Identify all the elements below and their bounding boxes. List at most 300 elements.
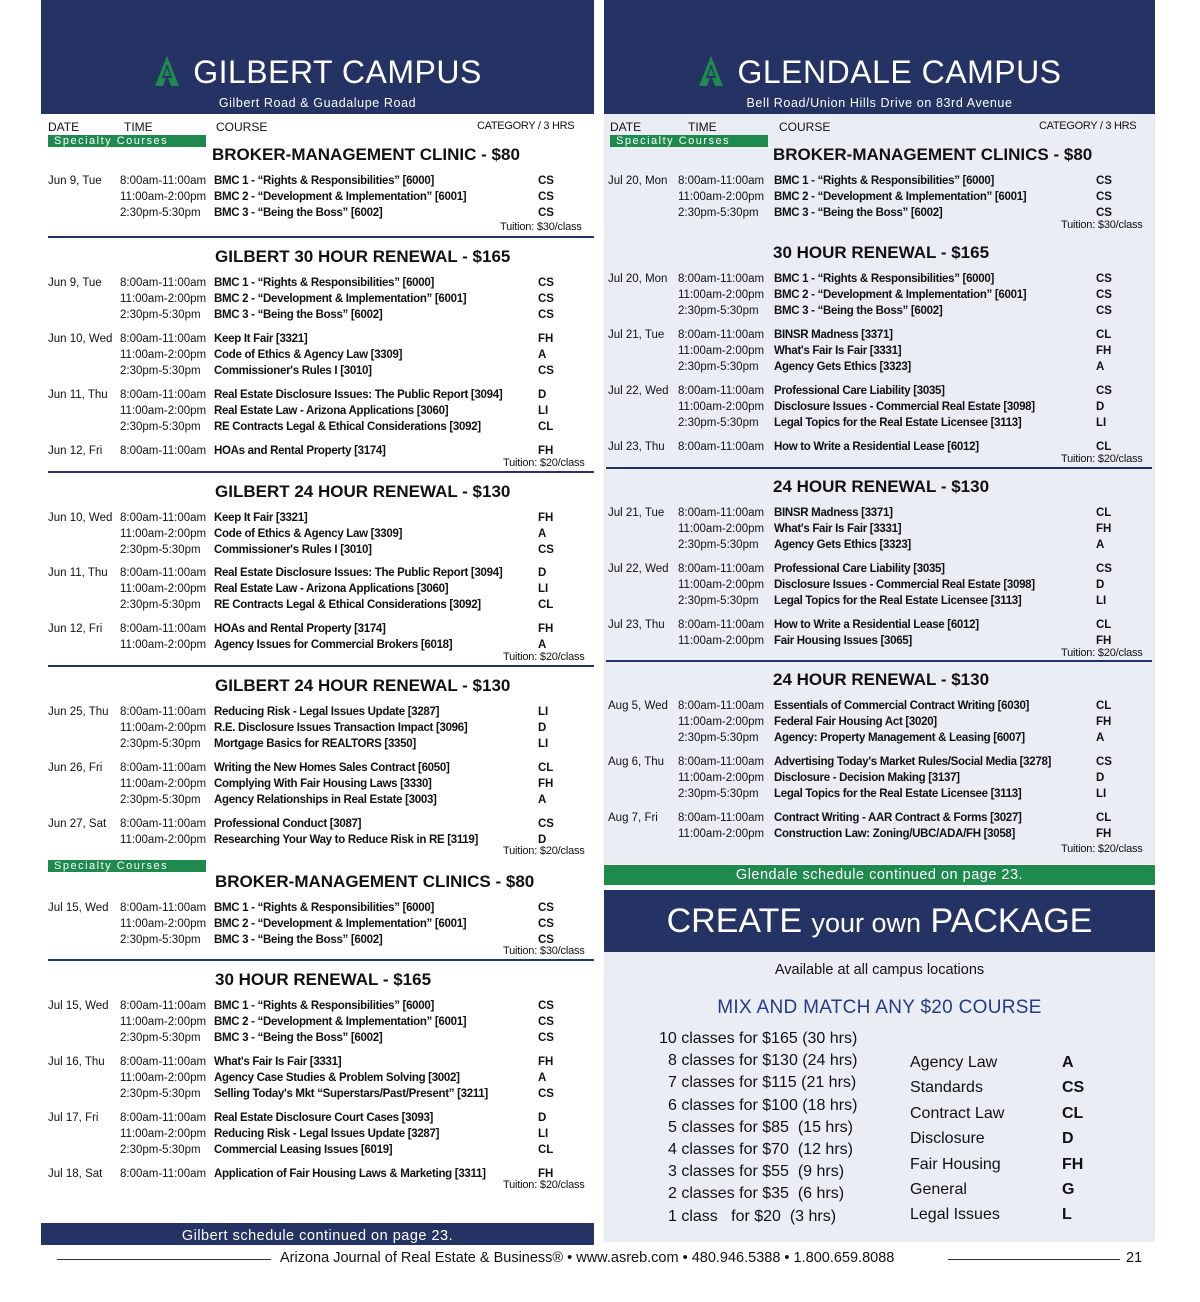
package-price-item: 7 classes for $115 (21 hrs): [668, 1074, 857, 1092]
legend-code: G: [1062, 1181, 1075, 1198]
schedule-row: [48, 721, 594, 736]
legend-label: Fair Housing: [910, 1155, 1001, 1173]
row-category: A: [538, 794, 547, 806]
row-course: Agency Relationships in Real Estate [3003]: [214, 794, 437, 806]
schedule-row: [608, 288, 1154, 303]
row-time: 2:30pm-5:30pm: [120, 738, 201, 750]
schedule-row: [48, 793, 594, 808]
row-course: What's Fair Is Fair [3331]: [774, 523, 902, 535]
section-divider: [606, 467, 1152, 469]
tuition-note: Tuition: $20/class: [503, 651, 585, 663]
row-time: 2:30pm-5:30pm: [120, 207, 201, 219]
row-category: LI: [538, 1128, 549, 1140]
row-category: LI: [538, 583, 549, 595]
section-title: GILBERT 24 HOUR RENEWAL - $130: [215, 676, 511, 695]
row-category: CL: [1096, 619, 1112, 631]
row-time: 2:30pm-5:30pm: [678, 361, 759, 373]
row-course: BMC 2 - “Development & Implementation” [6001]: [774, 289, 1027, 301]
specialty-courses-badge: Specialty Courses: [610, 135, 768, 147]
row-course: R.E. Disclosure Issues Transaction Impact [3096]: [214, 722, 468, 734]
row-category: CL: [538, 1144, 554, 1156]
schedule-row: [608, 538, 1154, 553]
schedule-row: [608, 699, 1154, 714]
row-time: 8:00am-11:00am: [678, 273, 765, 285]
row-time: 8:00am-11:00am: [120, 389, 207, 401]
row-course: HOAs and Rental Property [3174]: [214, 445, 386, 457]
row-time: 11:00am-2:00pm: [120, 191, 207, 203]
row-course: Keep It Fair [3321]: [214, 333, 308, 345]
row-time: 8:00am-11:00am: [120, 445, 207, 457]
schedule-row: [608, 715, 1154, 730]
row-category: LI: [538, 738, 549, 750]
row-course: What's Fair Is Fair [3331]: [774, 345, 902, 357]
schedule-row: [608, 344, 1154, 359]
schedule-row: [608, 360, 1154, 375]
schedule-row: [48, 1015, 594, 1030]
row-date: Jun 10, Wed: [48, 333, 113, 345]
schedule-row: [48, 190, 594, 205]
schedule-row: [48, 388, 594, 403]
tuition-note: Tuition: $20/class: [1061, 647, 1143, 659]
row-course: Construction Law: Zoning/UBC/ADA/FH [3058]: [774, 828, 1016, 840]
tuition-note: Tuition: $20/class: [503, 1179, 585, 1191]
row-course: Disclosure Issues - Commercial Real Estate [3098]: [774, 401, 1035, 413]
row-time: 2:30pm-5:30pm: [678, 595, 759, 607]
row-category: CS: [538, 277, 554, 289]
row-time: 8:00am-11:00am: [120, 706, 207, 718]
schedule-row: [48, 1143, 594, 1158]
footer-rule: [57, 1259, 271, 1260]
section-title: 24 HOUR RENEWAL - $130: [773, 477, 990, 496]
row-date: Jul 20, Mon: [608, 273, 668, 285]
package-title: CREATE your own PACKAGE: [666, 902, 1093, 940]
row-course: Legal Topics for the Real Estate Licensee [3113]: [774, 595, 1022, 607]
row-category: FH: [538, 1056, 554, 1068]
schedule-row: [48, 1031, 594, 1046]
row-time: 2:30pm-5:30pm: [120, 421, 201, 433]
row-category: CS: [538, 1032, 554, 1044]
schedule-row: [48, 1071, 594, 1086]
row-course: BMC 2 - “Development & Implementation” [6001]: [214, 293, 467, 305]
page-footer: [0, 1250, 1200, 1270]
schedule-row: [48, 999, 594, 1014]
row-category: CL: [1096, 329, 1112, 341]
row-time: 8:00am-11:00am: [120, 512, 207, 524]
legend-item: [910, 1079, 1085, 1097]
row-category: CS: [538, 902, 554, 914]
row-time: 11:00am-2:00pm: [678, 289, 765, 301]
row-category: FH: [538, 623, 554, 635]
row-date: Jul 15, Wed: [48, 902, 109, 914]
row-time: 11:00am-2:00pm: [120, 349, 207, 361]
row-time: 11:00am-2:00pm: [678, 579, 765, 591]
section-title: 30 HOUR RENEWAL - $165: [773, 243, 990, 262]
section-title: GILBERT 24 HOUR RENEWAL - $130: [215, 482, 511, 501]
schedule-row: [48, 917, 594, 932]
row-date: Aug 7, Fri: [608, 812, 658, 824]
row-course: Researching Your Way to Reduce Risk in RE [3119]: [214, 834, 479, 846]
row-category: FH: [538, 778, 554, 790]
row-category: CS: [1096, 305, 1112, 317]
row-time: 8:00am-11:00am: [120, 762, 207, 774]
row-date: Jun 11, Thu: [48, 567, 108, 579]
row-course: Disclosure - Decision Making [3137]: [774, 772, 960, 784]
row-course: Professional Conduct [3087]: [214, 818, 362, 830]
schedule-row: [48, 777, 594, 792]
schedule-row: [608, 206, 1154, 221]
row-course: Advertising Today's Market Rules/Social Media [3278]: [774, 756, 1052, 768]
row-course: BMC 1 - “Rights & Responsibilities” [6000]: [214, 1000, 434, 1012]
section-title: GILBERT 30 HOUR RENEWAL - $165: [215, 247, 511, 266]
package-price-item: 8 classes for $130 (24 hrs): [668, 1052, 858, 1070]
tuition-note: Tuition: $20/class: [1061, 453, 1143, 465]
row-category: CS: [1096, 273, 1112, 285]
schedule-row: [608, 755, 1154, 770]
row-date: Jul 22, Wed: [608, 385, 669, 397]
legend-label: Disclosure: [910, 1130, 985, 1148]
package-price-item: 6 classes for $100 (18 hrs): [668, 1096, 858, 1114]
row-time: 8:00am-11:00am: [120, 333, 207, 345]
row-course: BMC 3 - “Being the Boss” [6002]: [214, 934, 383, 946]
glendale-header: [604, 0, 1155, 114]
row-category: FH: [1096, 716, 1112, 728]
legend-label: Standards: [910, 1079, 983, 1097]
row-category: CS: [538, 365, 554, 377]
row-course: Code of Ethics & Agency Law [3309]: [214, 528, 403, 540]
row-course: Disclosure Issues - Commercial Real Estate [3098]: [774, 579, 1035, 591]
row-time: 11:00am-2:00pm: [120, 918, 207, 930]
schedule-row: [48, 1127, 594, 1142]
row-course: RE Contracts Legal & Ethical Considerations [3092]: [214, 421, 481, 433]
row-category: CS: [1096, 289, 1112, 301]
campus-logo-icon: [697, 56, 725, 86]
row-category: CS: [538, 293, 554, 305]
row-course: How to Write a Residential Lease [6012]: [774, 619, 979, 631]
row-time: 11:00am-2:00pm: [120, 834, 207, 846]
specialty-courses-badge: Specialty Courses: [48, 860, 206, 872]
row-time: 8:00am-11:00am: [678, 619, 765, 631]
row-category: D: [538, 567, 547, 579]
row-course: Commissioner's Rules I [3010]: [214, 544, 372, 556]
legend-item: [910, 1130, 1074, 1148]
row-date: Jun 26, Fri: [48, 762, 103, 774]
row-category: FH: [538, 445, 554, 457]
legend-item: [910, 1104, 1084, 1123]
package-availability: Available at all campus locations: [774, 962, 985, 978]
schedule-row: [608, 522, 1154, 537]
tuition-note: Tuition: $30/class: [503, 945, 585, 957]
row-time: 11:00am-2:00pm: [120, 583, 207, 595]
schedule-row: [608, 787, 1154, 802]
row-category: FH: [538, 512, 554, 524]
schedule-row: [608, 272, 1154, 287]
schedule-row: [608, 440, 1154, 455]
row-date: Jun 27, Sat: [48, 818, 107, 830]
schedule-row: [608, 416, 1154, 431]
schedule-row: [608, 384, 1154, 399]
row-category: FH: [1096, 635, 1112, 647]
row-course: Complying With Fair Housing Laws [3330]: [214, 778, 432, 790]
row-time: 8:00am-11:00am: [120, 567, 207, 579]
campus-logo-icon: [153, 56, 181, 86]
schedule-row: [48, 901, 594, 916]
schedule-row: [48, 511, 594, 526]
schedule-row: [48, 566, 594, 581]
gilbert-continued-banner: Gilbert schedule continued on page 23.: [41, 1223, 594, 1245]
row-time: 11:00am-2:00pm: [120, 722, 207, 734]
glendale-column-headers: [610, 120, 1154, 134]
row-time: 11:00am-2:00pm: [678, 635, 765, 647]
row-category: D: [1096, 401, 1105, 413]
row-course: Reducing Risk - Legal Issues Update [3287]: [214, 1128, 440, 1140]
row-time: 8:00am-11:00am: [120, 1056, 207, 1068]
row-course: Federal Fair Housing Act [3020]: [774, 716, 937, 728]
row-course: Code of Ethics & Agency Law [3309]: [214, 349, 403, 361]
legend-code: CL: [1062, 1104, 1084, 1122]
row-course: How to Write a Residential Lease [6012]: [774, 441, 979, 453]
footer-rule: [948, 1259, 1120, 1260]
row-time: 8:00am-11:00am: [678, 812, 765, 824]
row-category: A: [1096, 539, 1105, 551]
row-course: Real Estate Disclosure Issues: The Public Report [3094]: [214, 567, 503, 579]
row-category: FH: [1096, 828, 1112, 840]
row-category: LI: [1096, 417, 1107, 429]
row-category: CL: [1096, 507, 1112, 519]
section-divider: [48, 665, 594, 667]
row-category: CS: [1096, 385, 1112, 397]
schedule-row: [48, 737, 594, 752]
row-course: Agency Issues for Commercial Brokers [6018]: [214, 639, 453, 651]
schedule-row: [48, 705, 594, 720]
col-time: TIME: [124, 120, 153, 134]
schedule-row: [608, 731, 1154, 746]
schedule-row: [48, 1111, 594, 1126]
row-category: A: [538, 349, 547, 361]
row-course: BMC 1 - “Rights & Responsibilities” [6000]: [214, 175, 434, 187]
section-title: 30 HOUR RENEWAL - $165: [215, 970, 432, 989]
section-divider: [48, 959, 594, 961]
row-category: FH: [1096, 523, 1112, 535]
row-category: D: [538, 1112, 547, 1124]
row-time: 11:00am-2:00pm: [678, 345, 765, 357]
row-category: FH: [538, 333, 554, 345]
row-course: Real Estate Law - Arizona Applications [3060]: [214, 583, 449, 595]
schedule-row: [608, 578, 1154, 593]
package-price-item: 4 classes for $70 (12 hrs): [668, 1141, 853, 1158]
row-time: 8:00am-11:00am: [120, 1112, 207, 1124]
row-category: CS: [538, 207, 554, 219]
package-price-item: 5 classes for $85 (15 hrs): [668, 1118, 853, 1136]
row-course: BMC 1 - “Rights & Responsibilities” [6000]: [214, 277, 434, 289]
section-title: BROKER-MANAGEMENT CLINICS - $80: [215, 872, 535, 891]
row-category: CL: [1096, 700, 1112, 712]
row-category: CS: [1096, 756, 1112, 768]
gilbert-title: GILBERT CAMPUS: [41, 54, 594, 91]
row-time: 2:30pm-5:30pm: [120, 934, 201, 946]
row-time: 8:00am-11:00am: [120, 1168, 207, 1180]
page-number: 21: [1126, 1250, 1143, 1266]
row-time: 11:00am-2:00pm: [120, 405, 207, 417]
glendale-subtitle: Bell Road/Union Hills Drive on 83rd Avenue: [746, 96, 1013, 110]
row-course: Contract Writing - AAR Contract & Forms [3027]: [774, 812, 1022, 824]
row-date: Jul 16, Thu: [48, 1056, 105, 1068]
row-time: 11:00am-2:00pm: [678, 191, 765, 203]
row-time: 11:00am-2:00pm: [120, 1072, 207, 1084]
row-time: 2:30pm-5:30pm: [120, 544, 201, 556]
row-time: 8:00am-11:00am: [678, 329, 765, 341]
row-course: Legal Topics for the Real Estate Licensee [3113]: [774, 417, 1022, 429]
schedule-row: [48, 582, 594, 597]
schedule-row: [608, 811, 1154, 826]
row-time: 11:00am-2:00pm: [678, 828, 765, 840]
row-time: 8:00am-11:00am: [678, 385, 765, 397]
row-course: BMC 3 - “Being the Boss” [6002]: [214, 1032, 383, 1044]
schedule-row: [608, 827, 1154, 842]
row-category: D: [1096, 579, 1105, 591]
row-course: Legal Topics for the Real Estate Licensee [3113]: [774, 788, 1022, 800]
package-panel: [604, 952, 1155, 1242]
schedule-row: [48, 276, 594, 291]
row-category: CS: [538, 175, 554, 187]
schedule-row: [48, 598, 594, 613]
row-date: Jul 20, Mon: [608, 175, 668, 187]
schedule-row: [48, 1087, 594, 1102]
row-time: 2:30pm-5:30pm: [678, 788, 759, 800]
footer-text: Arizona Journal of Real Estate & Business® • www.asreb.com • 480.946.5388 • 1.800.659.8088: [280, 1250, 895, 1266]
col-date: DATE: [610, 120, 642, 134]
row-time: 2:30pm-5:30pm: [120, 309, 201, 321]
row-course: Reducing Risk - Legal Issues Update [3287]: [214, 706, 440, 718]
row-course: Real Estate Disclosure Court Cases [3093]: [214, 1112, 434, 1124]
legend-label: Legal Issues: [910, 1206, 1000, 1224]
row-category: FH: [538, 1168, 554, 1180]
row-course: Mortgage Basics for REALTORS [3350]: [214, 738, 416, 750]
row-date: Jun 9, Tue: [48, 175, 102, 187]
row-category: CS: [1096, 563, 1112, 575]
row-course: Writing the New Homes Sales Contract [6050]: [214, 762, 450, 774]
row-course: Commissioner's Rules I [3010]: [214, 365, 372, 377]
row-course: Keep It Fair [3321]: [214, 512, 308, 524]
row-course: Agency: Property Management & Leasing [6007]: [774, 732, 1025, 744]
row-time: 11:00am-2:00pm: [678, 401, 765, 413]
row-category: CS: [538, 934, 554, 946]
row-date: Jul 23, Thu: [608, 619, 665, 631]
package-price-item: 2 classes for $35 (6 hrs): [668, 1185, 845, 1203]
row-course: BINSR Madness [3371]: [774, 507, 893, 519]
schedule-row: [48, 1055, 594, 1070]
schedule-row: [48, 348, 594, 363]
legend-item: [910, 1206, 1072, 1224]
row-course: Agency Gets Ethics [3323]: [774, 539, 911, 551]
schedule-row: [48, 833, 594, 848]
row-time: 8:00am-11:00am: [678, 507, 765, 519]
row-time: 2:30pm-5:30pm: [120, 1088, 201, 1100]
section-divider: [606, 660, 1152, 662]
package-header: [604, 890, 1155, 952]
row-date: Jul 21, Tue: [608, 507, 665, 519]
row-category: CS: [538, 818, 554, 830]
row-course: BMC 2 - “Development & Implementation” [6001]: [214, 191, 467, 203]
row-course: HOAs and Rental Property [3174]: [214, 623, 386, 635]
row-course: BMC 3 - “Being the Boss” [6002]: [774, 207, 943, 219]
row-date: Jun 10, Wed: [48, 512, 113, 524]
schedule-row: [48, 404, 594, 419]
row-time: 8:00am-11:00am: [678, 756, 765, 768]
section-divider: [48, 236, 594, 238]
row-category: CS: [1096, 207, 1112, 219]
glendale-continued-banner: Glendale schedule continued on page 23.: [604, 865, 1155, 885]
schedule-row: [48, 1167, 594, 1182]
legend-label: Agency Law: [910, 1054, 998, 1071]
row-time: 11:00am-2:00pm: [120, 778, 207, 790]
row-category: CS: [1096, 191, 1112, 203]
row-time: 2:30pm-5:30pm: [678, 732, 759, 744]
legend-code: FH: [1062, 1155, 1084, 1173]
row-category: CL: [538, 599, 554, 611]
tuition-note: Tuition: $30/class: [1061, 219, 1143, 231]
row-course: BMC 2 - “Development & Implementation” [6001]: [774, 191, 1027, 203]
row-date: Jul 15, Wed: [48, 1000, 109, 1012]
tuition-note: Tuition: $30/class: [500, 221, 582, 233]
legend-label: Contract Law: [910, 1104, 1005, 1122]
schedule-row: [48, 543, 594, 558]
row-date: Jun 11, Thu: [48, 389, 108, 401]
legend-label: General: [910, 1181, 967, 1198]
col-category: CATEGORY / 3 HRS: [477, 120, 575, 132]
row-category: D: [1096, 772, 1105, 784]
schedule-row: [608, 190, 1154, 205]
section-divider: [48, 471, 594, 473]
row-category: A: [538, 528, 547, 540]
row-time: 8:00am-11:00am: [120, 818, 207, 830]
schedule-row: [48, 308, 594, 323]
row-course: BMC 1 - “Rights & Responsibilities” [6000]: [774, 273, 994, 285]
row-category: CS: [538, 1016, 554, 1028]
row-time: 8:00am-11:00am: [120, 277, 207, 289]
row-course: Application of Fair Housing Laws & Marketing [3311]: [214, 1168, 486, 1180]
row-course: BINSR Madness [3371]: [774, 329, 893, 341]
row-course: Professional Care Liability [3035]: [774, 385, 945, 397]
row-date: Jul 18, Sat: [48, 1168, 103, 1180]
row-category: CS: [538, 1000, 554, 1012]
schedule-row: [48, 292, 594, 307]
schedule-row: [48, 206, 594, 221]
schedule-row: [48, 364, 594, 379]
section-title: BROKER-MANAGEMENT CLINIC - $80: [212, 145, 520, 164]
row-course: Agency Gets Ethics [3323]: [774, 361, 911, 373]
row-time: 2:30pm-5:30pm: [120, 1032, 201, 1044]
row-time: 8:00am-11:00am: [678, 175, 765, 187]
row-date: Jul 21, Tue: [608, 329, 665, 341]
row-time: 8:00am-11:00am: [678, 441, 765, 453]
row-category: CS: [538, 918, 554, 930]
row-time: 2:30pm-5:30pm: [678, 539, 759, 551]
section-title: BROKER-MANAGEMENT CLINICS - $80: [773, 145, 1093, 164]
row-date: Jul 17, Fri: [48, 1112, 99, 1124]
schedule-row: [48, 933, 594, 948]
legend-item: [910, 1054, 1074, 1072]
row-time: 2:30pm-5:30pm: [120, 794, 201, 806]
row-course: BMC 2 - “Development & Implementation” [6001]: [214, 1016, 467, 1028]
row-course: Real Estate Law - Arizona Applications [3060]: [214, 405, 449, 417]
row-time: 11:00am-2:00pm: [120, 639, 207, 651]
row-time: 11:00am-2:00pm: [678, 772, 765, 784]
legend-item: [910, 1155, 1084, 1174]
row-time: 11:00am-2:00pm: [678, 716, 765, 728]
row-time: 11:00am-2:00pm: [678, 523, 765, 535]
schedule-row: [48, 622, 594, 637]
row-time: 8:00am-11:00am: [678, 700, 765, 712]
